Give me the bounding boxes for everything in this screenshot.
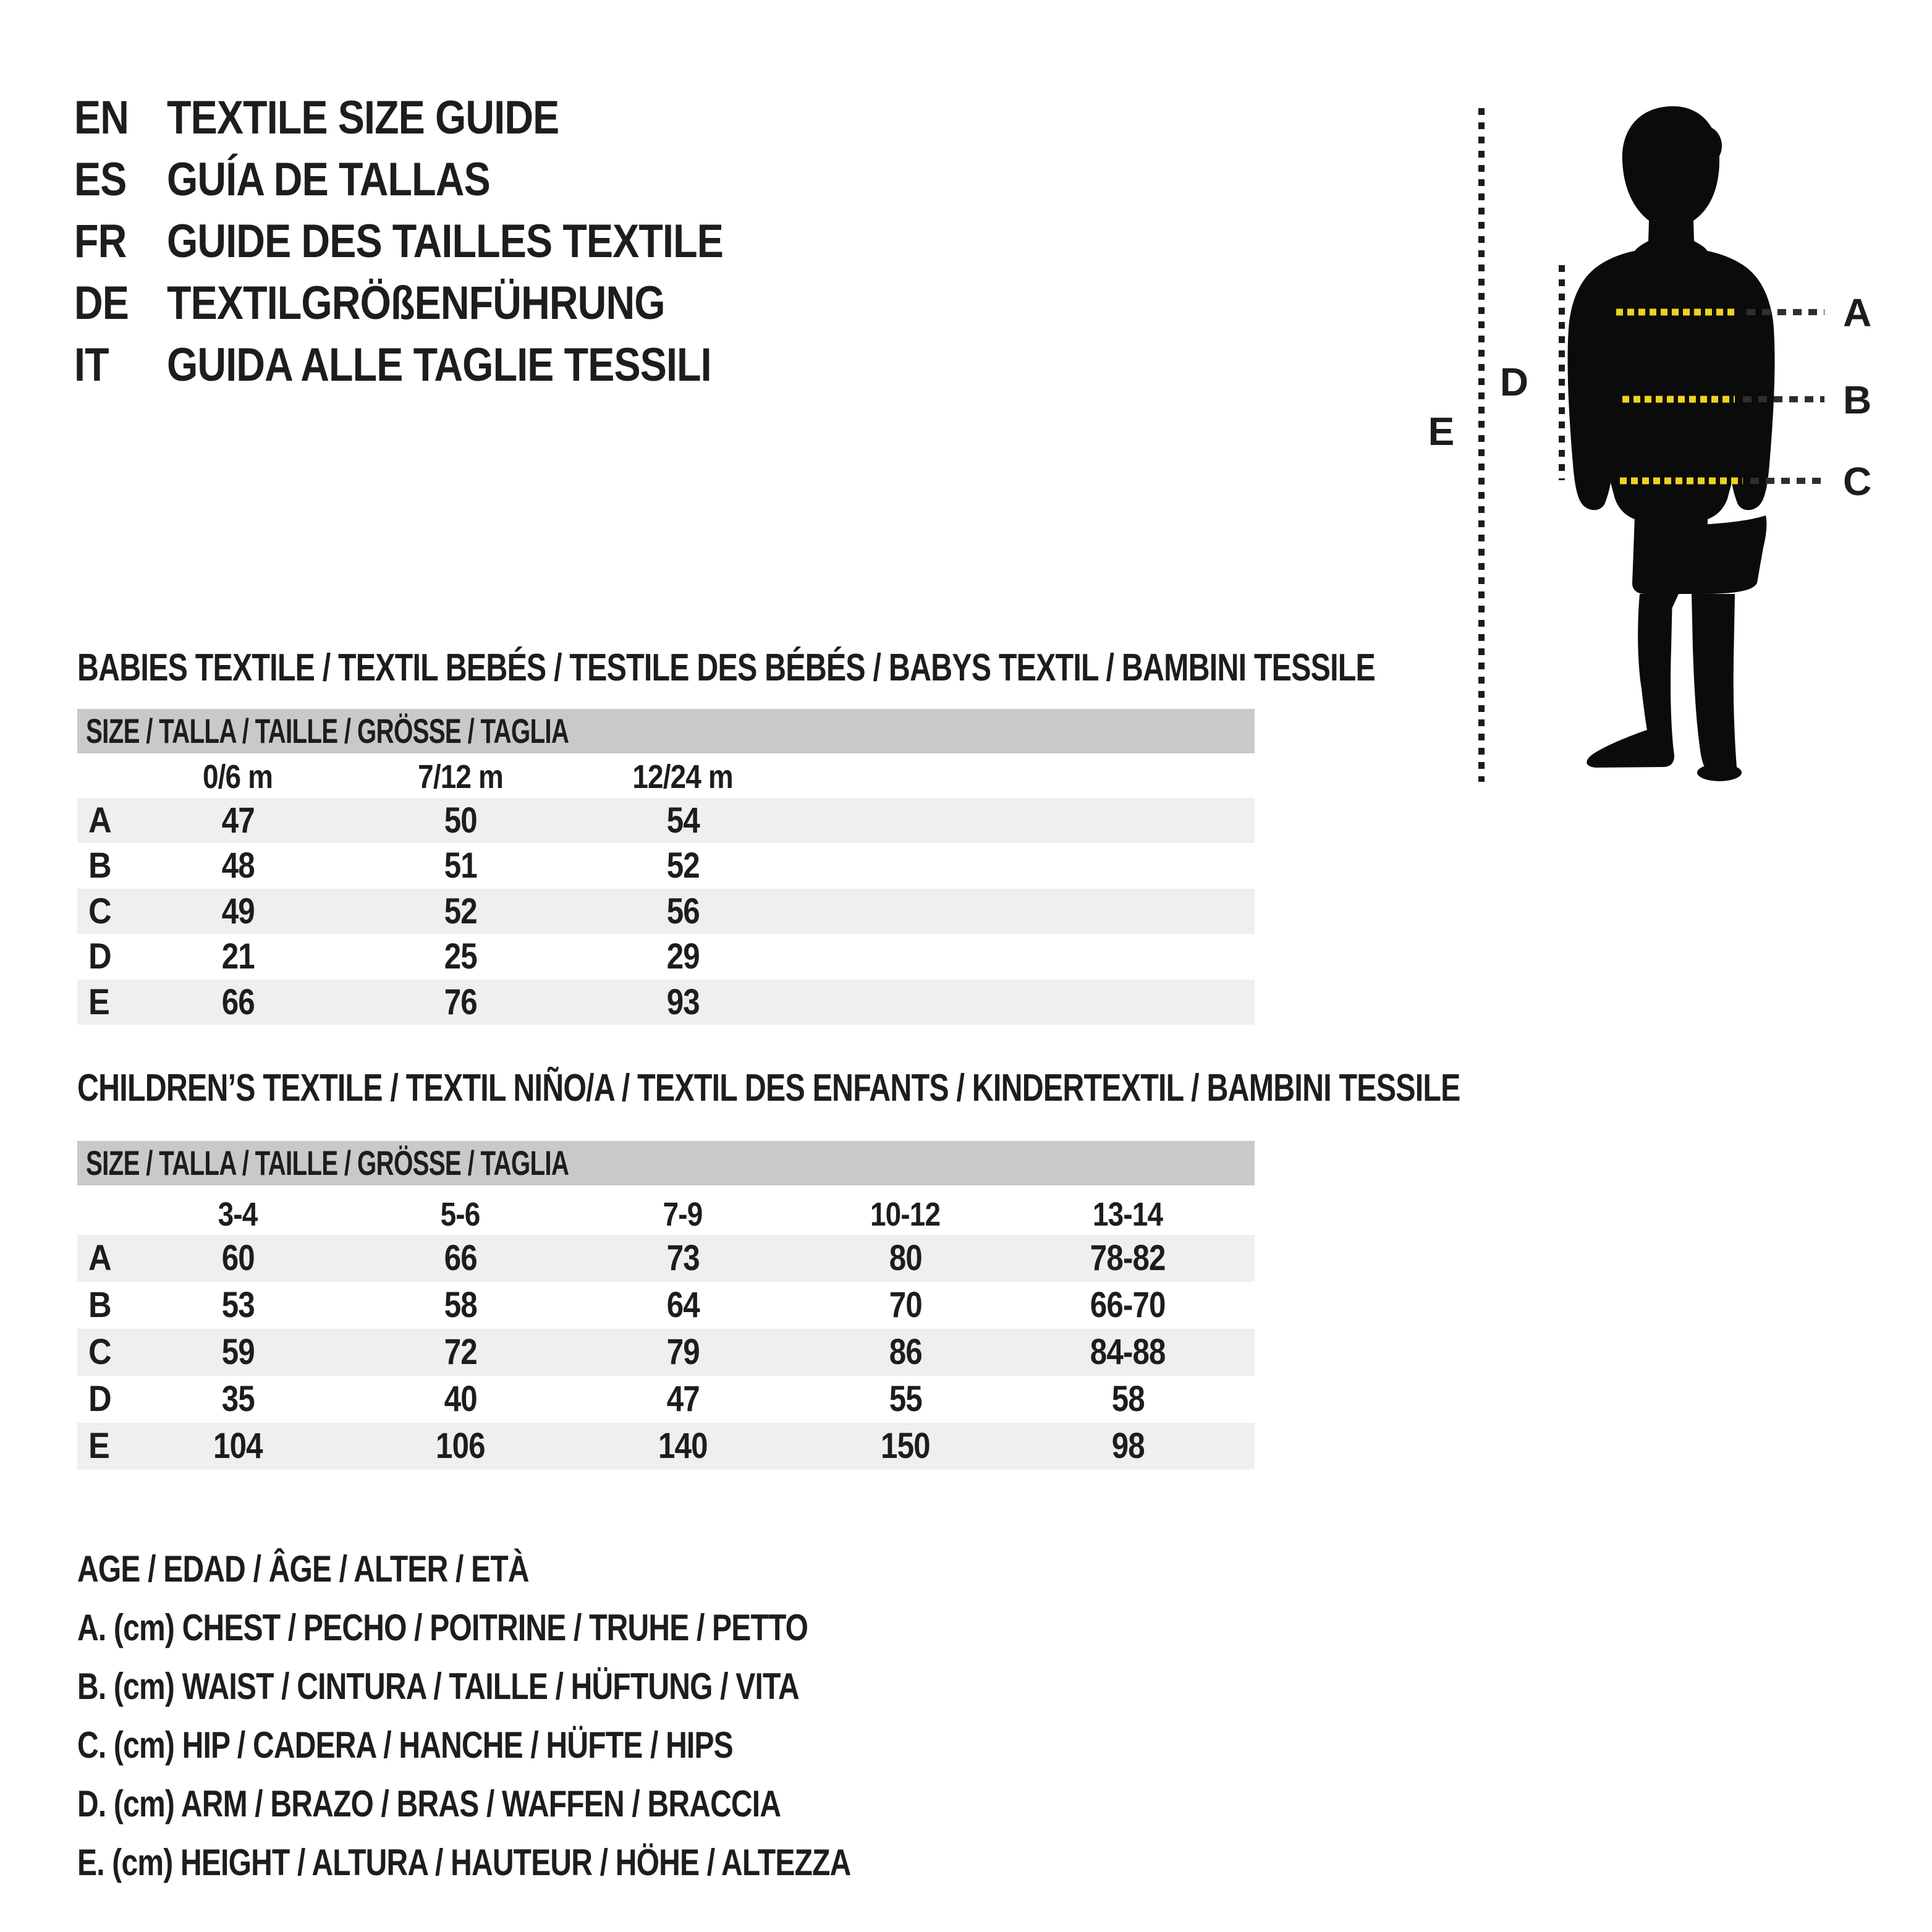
lang-code-en: EN: [74, 91, 129, 144]
table-cell: 64: [666, 1285, 700, 1325]
lang-code-es: ES: [74, 153, 127, 206]
table-cell: 80: [889, 1238, 922, 1278]
legend-age: AGE / EDAD / ÂGE / ALTER / ETÀ: [77, 1548, 529, 1590]
table-cell: 52: [666, 845, 700, 886]
children-size-header-label: SIZE / TALLA / TAILLE / GRÖSSE / TAGLIA: [86, 1143, 569, 1182]
children-row-a: [77, 1235, 1255, 1282]
table-cell: 53: [221, 1285, 255, 1325]
row-label: D: [88, 1379, 112, 1419]
children-section-title: CHILDREN’S TEXTILE / TEXTIL NIÑO/A / TEXTIL DES ENFANTS / KINDERTEXTIL / BAMBINI TESSILE: [77, 1067, 1460, 1109]
babies-col-12-24m: 12/24 m: [632, 758, 734, 795]
children-col-5-6: 5-6: [441, 1196, 480, 1233]
lang-title-it: GUIDA ALLE TAGLIE TESSILI: [167, 339, 711, 391]
table-cell: 49: [221, 891, 255, 931]
lang-title-de: TEXTILGRÖßENFÜHRUNG: [167, 277, 665, 329]
table-cell: 21: [221, 936, 255, 977]
row-label: B: [88, 845, 112, 886]
table-cell: 79: [666, 1332, 700, 1372]
row-label: A: [88, 1238, 112, 1278]
babies-row-b: [77, 843, 1255, 888]
label-d: D: [1499, 360, 1529, 404]
header-line-de: [74, 277, 753, 342]
table-cell: 98: [1111, 1426, 1145, 1466]
babies-row-a: [77, 798, 1255, 843]
header-line-es: [74, 153, 547, 218]
legend-waist: B. (cm) WAIST / CINTURA / TAILLE / HÜFTUNG / VITA: [77, 1666, 799, 1707]
legend-arm: D. (cm) ARM / BRAZO / BRAS / WAFFEN / BRACCIA: [77, 1783, 781, 1824]
babies-row-d: [77, 934, 1255, 979]
table-cell: 60: [221, 1238, 255, 1278]
lang-title-es: GUÍA DE TALLAS: [167, 153, 490, 206]
table-cell: 52: [444, 891, 477, 931]
row-label: A: [88, 800, 112, 841]
table-cell: 104: [213, 1426, 263, 1466]
table-cell: 29: [666, 936, 700, 977]
table-cell: 58: [444, 1285, 477, 1325]
table-cell: 86: [889, 1332, 922, 1372]
lang-code-it: IT: [74, 339, 109, 391]
babies-col-7-12m: 7/12 m: [418, 758, 503, 795]
header-line-it: [74, 339, 807, 404]
row-label: D: [88, 936, 112, 977]
row-label: E: [88, 981, 110, 1022]
children-row-b: [77, 1282, 1255, 1329]
legend-chest: A. (cm) CHEST / PECHO / POITRINE / TRUHE / PETTO: [77, 1607, 808, 1648]
lang-title-fr: GUIDE DES TAILLES TEXTILE: [167, 215, 723, 268]
table-cell: 140: [658, 1426, 708, 1466]
table-cell: 84-88: [1090, 1332, 1166, 1372]
table-cell: 76: [444, 981, 477, 1022]
header-line-fr: [74, 215, 821, 280]
table-cell: 66-70: [1090, 1285, 1166, 1325]
row-label: B: [88, 1285, 112, 1325]
table-cell: 150: [881, 1426, 930, 1466]
lang-title-en: TEXTILE SIZE GUIDE: [167, 91, 559, 144]
row-label: C: [88, 1332, 112, 1372]
table-cell: 55: [889, 1379, 922, 1419]
children-row-e: [77, 1423, 1255, 1470]
lang-code-fr: FR: [74, 215, 127, 268]
table-cell: 48: [221, 845, 255, 886]
table-cell: 35: [221, 1379, 255, 1419]
table-cell: 51: [444, 845, 477, 886]
babies-section-title: BABIES TEXTILE / TEXTIL BEBÉS / TESTILE DES BÉBÉS / BABYS TEXTIL / BAMBINI TESSILE: [77, 646, 1375, 689]
children-col-10-12: 10-12: [870, 1196, 941, 1233]
label-e: E: [1428, 409, 1455, 454]
table-cell: 93: [666, 981, 700, 1022]
label-a: A: [1843, 290, 1872, 335]
table-cell: 50: [444, 800, 477, 841]
table-cell: 59: [221, 1332, 255, 1372]
table-cell: 70: [889, 1285, 922, 1325]
table-cell: 25: [444, 936, 477, 977]
table-cell: 54: [666, 800, 700, 841]
babies-size-header-label: SIZE / TALLA / TAILLE / GRÖSSE / TAGLIA: [86, 711, 569, 750]
children-col-13-14: 13-14: [1093, 1196, 1163, 1233]
table-cell: 66: [444, 1238, 477, 1278]
table-cell: 47: [221, 800, 255, 841]
children-row-d: [77, 1376, 1255, 1423]
children-size-header-bar: [77, 1141, 1255, 1185]
babies-col-0-6m: 0/6 m: [203, 758, 273, 795]
children-row-c: [77, 1329, 1255, 1376]
table-cell: 66: [221, 981, 255, 1022]
table-cell: 47: [666, 1379, 700, 1419]
measurement-diagram: [1415, 93, 1932, 810]
lang-code-de: DE: [74, 277, 129, 329]
table-cell: 72: [444, 1332, 477, 1372]
legend-height: E. (cm) HEIGHT / ALTURA / HAUTEUR / HÖHE / ALTEZZA: [77, 1842, 851, 1883]
table-cell: 58: [1111, 1379, 1145, 1419]
table-cell: 106: [436, 1426, 485, 1466]
babies-size-header-bar: [77, 709, 1255, 753]
table-cell: 78-82: [1090, 1238, 1166, 1278]
table-cell: 40: [444, 1379, 477, 1419]
babies-row-e: [77, 980, 1255, 1025]
header-line-en: [74, 91, 628, 156]
label-c: C: [1843, 459, 1872, 504]
babies-row-c: [77, 889, 1255, 934]
row-label: C: [88, 891, 112, 931]
legend-hip: C. (cm) HIP / CADERA / HANCHE / HÜFTE / HIPS: [77, 1724, 733, 1766]
row-label: E: [88, 1426, 110, 1466]
table-cell: 56: [666, 891, 700, 931]
children-col-7-9: 7-9: [663, 1196, 703, 1233]
children-col-3-4: 3-4: [218, 1196, 258, 1233]
table-cell: 73: [666, 1238, 700, 1278]
label-b: B: [1843, 378, 1872, 422]
